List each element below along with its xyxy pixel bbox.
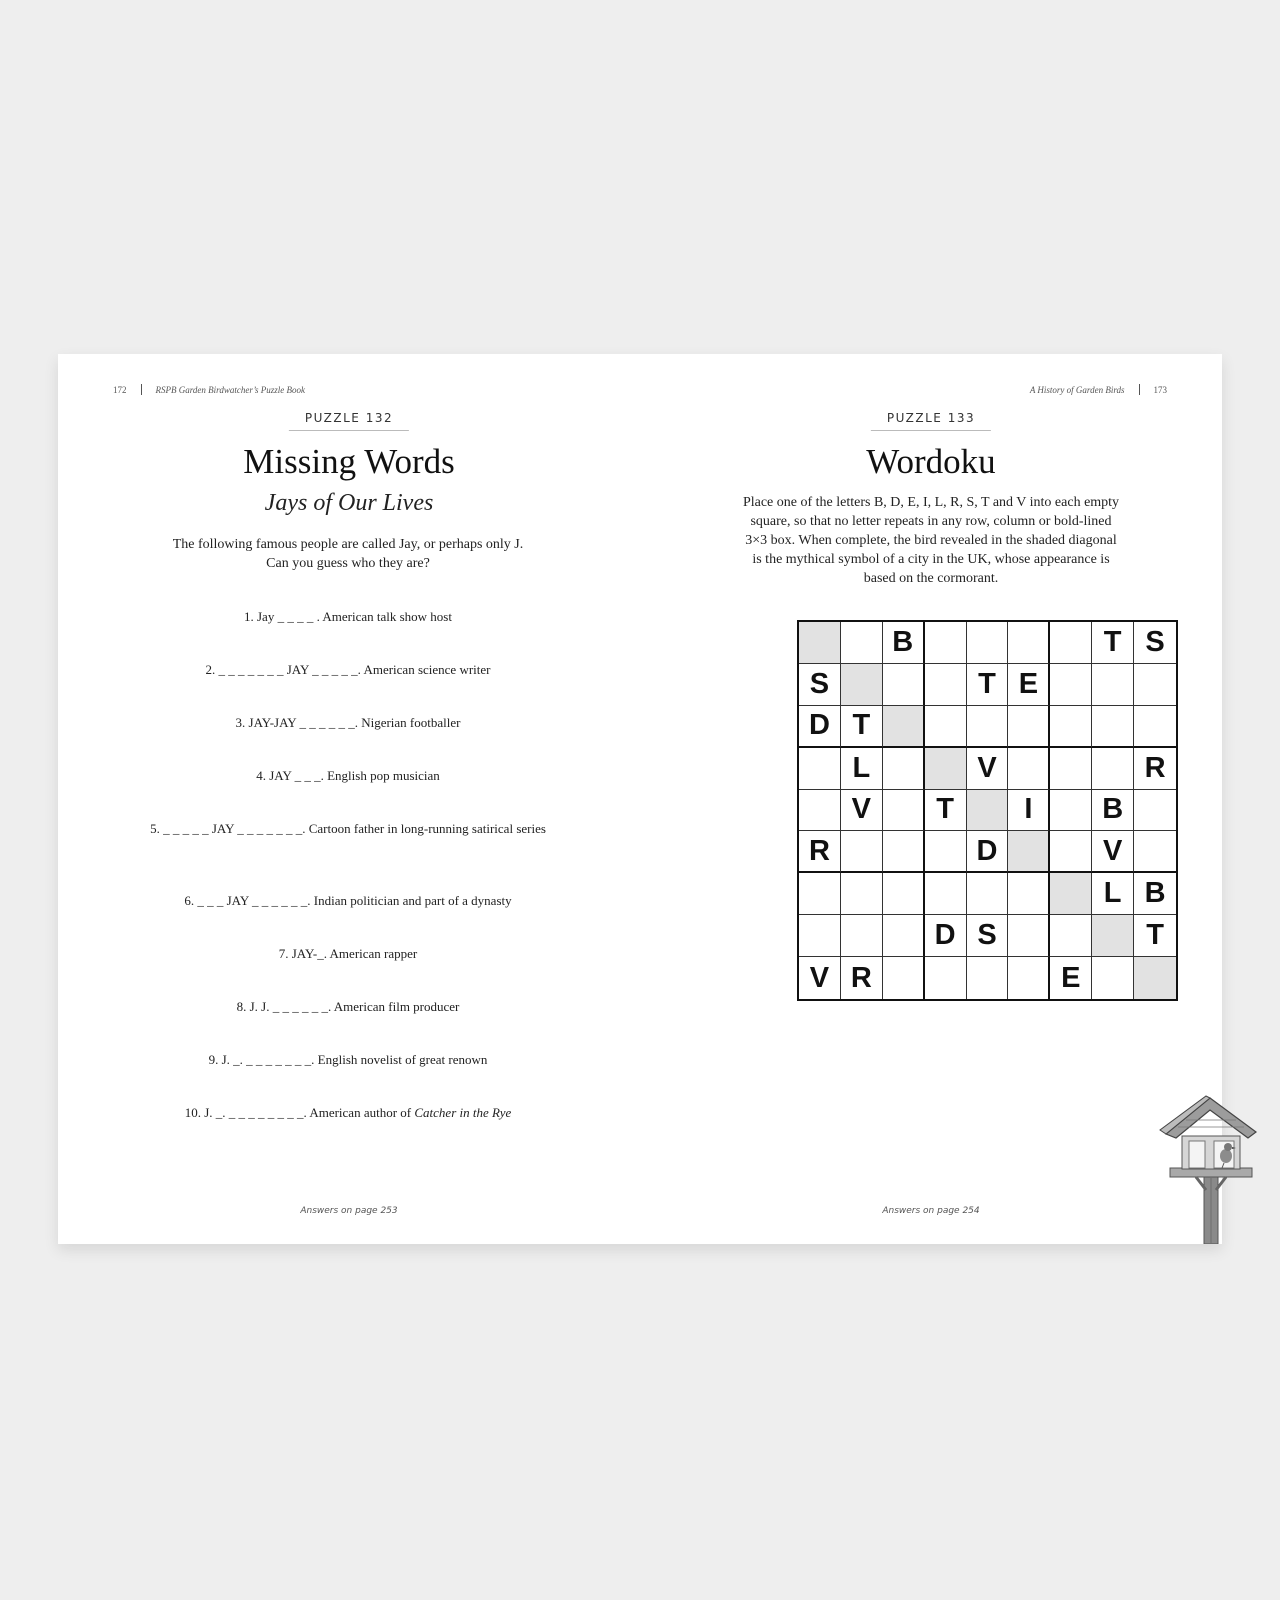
clue-item: 7. JAY-_. American rapper	[278, 946, 418, 961]
grid-cell-r2c4	[925, 664, 967, 706]
grid-cell-r5c7	[1050, 790, 1092, 832]
grid-cell-r9c4	[925, 957, 967, 999]
page-title-wordoku: Wordoku	[866, 442, 996, 481]
right-page	[640, 354, 1222, 1244]
left-intro	[98, 535, 598, 573]
clue-text: 10. J. _. _ _ _ _ _ _ _ _. American author of	[184, 1105, 412, 1120]
grid-cell-r7c9: B	[1134, 873, 1176, 915]
grid-cell-r8c1	[799, 915, 841, 957]
grid-cell-r4c3	[883, 748, 925, 790]
grid-cell-r6c2	[841, 831, 883, 873]
grid-cell-r8c2	[841, 915, 883, 957]
grid-cell-r9c5	[967, 957, 1009, 999]
page-subtitle: Jays of Our Lives	[264, 490, 434, 516]
right-page-number: 173	[1153, 385, 1167, 395]
grid-cell-r1c1	[799, 622, 841, 664]
clue-item	[118, 1104, 578, 1122]
grid-cell-r9c9	[1134, 957, 1176, 999]
answers-note-right: Answers on page 254	[882, 1206, 980, 1216]
grid-cell-r6c7	[1050, 831, 1092, 873]
grid-cell-r7c6	[1008, 873, 1050, 915]
clue-item: 2. _ _ _ _ _ _ _ JAY _ _ _ _ _. American science writer	[205, 662, 491, 677]
page-title-missing-words: Missing Words	[243, 442, 455, 481]
grid-cell-r1c5	[967, 622, 1009, 664]
grid-cell-r1c8: T	[1092, 622, 1134, 664]
grid-cell-r9c7: E	[1050, 957, 1092, 999]
grid-cell-r6c3	[883, 831, 925, 873]
instruction-line: square, so that no letter repeats in any row, column or bold-lined	[750, 514, 1112, 529]
clue-item: 8. J. J. _ _ _ _ _ _. American film producer	[236, 999, 460, 1014]
grid-cell-r7c7	[1050, 873, 1092, 915]
grid-cell-r3c2: T	[841, 706, 883, 748]
grid-cell-r4c1	[799, 748, 841, 790]
grid-cell-r4c7	[1050, 748, 1092, 790]
grid-cell-r4c5: V	[967, 748, 1009, 790]
grid-cell-r6c5: D	[967, 831, 1009, 873]
grid-cell-r8c4: D	[925, 915, 967, 957]
instruction-line: is the mythical symbol of a city in the UK, whose appearance is	[752, 552, 1110, 567]
grid-cell-r3c6	[1008, 706, 1050, 748]
clue-item: 1. Jay _ _ _ _ . American talk show host	[244, 609, 452, 624]
grid-cell-r8c7	[1050, 915, 1092, 957]
grid-cell-r5c1	[799, 790, 841, 832]
right-running-title: A History of Garden Birds	[1029, 385, 1125, 395]
grid-cell-r2c5: T	[967, 664, 1009, 706]
grid-cell-r1c9: S	[1134, 622, 1176, 664]
grid-cell-r6c4	[925, 831, 967, 873]
grid-cell-r5c9	[1134, 790, 1176, 832]
wordoku-grid	[797, 620, 1178, 1001]
grid-cell-r9c3	[883, 957, 925, 999]
grid-cell-r9c6	[1008, 957, 1050, 999]
grid-cell-r7c8: L	[1092, 873, 1134, 915]
grid-cell-r2c8	[1092, 664, 1134, 706]
grid-cell-r5c5	[967, 790, 1009, 832]
left-page-number: 172	[113, 385, 127, 395]
grid-cell-r3c3	[883, 706, 925, 748]
grid-cell-r4c4	[925, 748, 967, 790]
grid-cell-r1c7	[1050, 622, 1092, 664]
grid-cell-r6c8: V	[1092, 831, 1134, 873]
grid-cell-r2c1: S	[799, 664, 841, 706]
grid-cell-r7c5	[967, 873, 1009, 915]
grid-cell-r8c3	[883, 915, 925, 957]
clue-item: 5. _ _ _ _ _ JAY _ _ _ _ _ _ _. Cartoon father in long-running satirical series	[150, 821, 546, 836]
wordoku-instructions	[690, 493, 1172, 588]
clue-item: 4. JAY _ _ _. English pop musician	[256, 768, 440, 783]
grid-cell-r5c4: T	[925, 790, 967, 832]
grid-cell-r4c6	[1008, 748, 1050, 790]
grid-cell-r2c6: E	[1008, 664, 1050, 706]
intro-line: The following famous people are called Jay, or perhaps only J.	[172, 537, 524, 552]
grid-cell-r9c8	[1092, 957, 1134, 999]
grid-cell-r1c2	[841, 622, 883, 664]
grid-cell-r8c5: S	[967, 915, 1009, 957]
clue-item: 9. J. _. _ _ _ _ _ _ _. English novelist of great renown	[208, 1052, 488, 1067]
grid-cell-r6c1: R	[799, 831, 841, 873]
grid-cell-r1c4	[925, 622, 967, 664]
grid-cell-r8c8	[1092, 915, 1134, 957]
grid-cell-r3c1: D	[799, 706, 841, 748]
grid-cell-r5c3	[883, 790, 925, 832]
grid-cell-r2c2	[841, 664, 883, 706]
grid-cell-r1c6	[1008, 622, 1050, 664]
answers-note-left: Answers on page 253	[300, 1206, 398, 1216]
book-title-italic: Catcher in the Rye	[414, 1105, 512, 1120]
clue-item: 6. _ _ _ JAY _ _ _ _ _ _. Indian politician and part of a dynasty	[184, 893, 512, 908]
puzzle-label-132: PUZZLE 132	[289, 411, 409, 431]
grid-cell-r3c7	[1050, 706, 1092, 748]
grid-cell-r2c3	[883, 664, 925, 706]
puzzle-label-133: PUZZLE 133	[871, 411, 991, 431]
running-head-divider	[141, 384, 142, 395]
grid-cell-r2c9	[1134, 664, 1176, 706]
left-running-title: RSPB Garden Birdwatcher’s Puzzle Book	[155, 385, 305, 395]
grid-cell-r7c1	[799, 873, 841, 915]
left-page	[58, 354, 640, 1244]
grid-cell-r9c2: R	[841, 957, 883, 999]
clue-item: 3. JAY-JAY _ _ _ _ _ _. Nigerian footballer	[235, 715, 461, 730]
grid-cell-r2c7	[1050, 664, 1092, 706]
grid-cell-r5c8: B	[1092, 790, 1134, 832]
grid-cell-r7c3	[883, 873, 925, 915]
grid-cell-r6c9	[1134, 831, 1176, 873]
grid-cell-r3c5	[967, 706, 1009, 748]
intro-line: Can you guess who they are?	[266, 556, 430, 571]
right-running-head	[1030, 384, 1167, 395]
running-head-divider	[1139, 384, 1140, 395]
grid-cell-r4c9: R	[1134, 748, 1176, 790]
grid-cell-r4c8	[1092, 748, 1134, 790]
grid-cell-r7c2	[841, 873, 883, 915]
grid-cell-r5c6: I	[1008, 790, 1050, 832]
grid-cell-r3c9	[1134, 706, 1176, 748]
grid-cell-r9c1: V	[799, 957, 841, 999]
instruction-line: based on the cormorant.	[863, 571, 999, 586]
grid-cell-r4c2: L	[841, 748, 883, 790]
grid-cell-r3c4	[925, 706, 967, 748]
instruction-line: 3×3 box. When complete, the bird revealed in the shaded diagonal	[745, 533, 1117, 548]
grid-cell-r1c3: B	[883, 622, 925, 664]
grid-cell-r5c2: V	[841, 790, 883, 832]
grid-cell-r8c6	[1008, 915, 1050, 957]
instruction-line: Place one of the letters B, D, E, I, L, R, S, T and V into each empty	[742, 495, 1120, 510]
left-running-head	[113, 384, 305, 395]
grid-cell-r7c4	[925, 873, 967, 915]
grid-cell-r6c6	[1008, 831, 1050, 873]
grid-cell-r3c8	[1092, 706, 1134, 748]
grid-cell-r8c9: T	[1134, 915, 1176, 957]
birdhouse-illustration	[1156, 1094, 1268, 1244]
book-spread	[58, 354, 1222, 1244]
